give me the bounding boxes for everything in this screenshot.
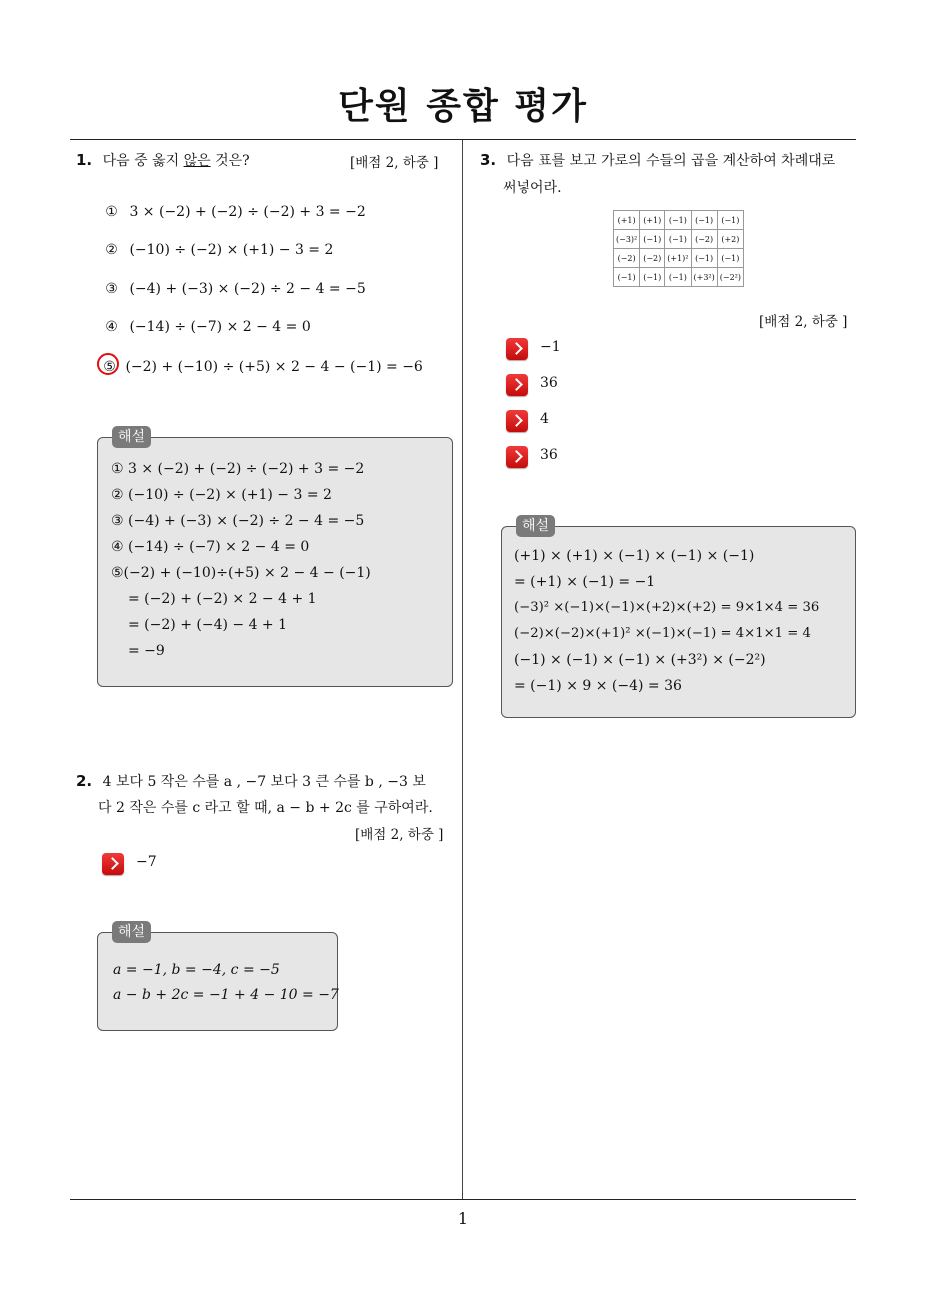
answer-value: 4 [540, 411, 549, 427]
table-cell: (−1) [640, 268, 665, 287]
question-3-meta: [배점 2, 하중 ] [759, 314, 848, 330]
solution-label: 해설 [516, 515, 555, 537]
solution-line: ⑤(−2) + (−10)÷(+5) × 2 − 4 − (−1) [111, 565, 371, 581]
solution-line: = (−2) + (−2) × 2 − 4 + 1 [128, 591, 317, 607]
table-cell: (−2) [640, 249, 665, 268]
table-cell: (+1) [614, 211, 640, 230]
answer-value: −7 [136, 854, 157, 870]
table-cell: (−1) [691, 211, 717, 230]
option-text: (−14) ÷ (−7) × 2 − 4 = 0 [129, 319, 311, 335]
solution-line: = (+1) × (−1) = −1 [514, 574, 656, 590]
solution-label: 해설 [112, 921, 151, 943]
table-cell: (−1) [665, 230, 691, 249]
option-number: ① [105, 204, 118, 220]
solution-line: = (−1) × 9 × (−4) = 36 [514, 678, 682, 694]
table-cell: (−1) [691, 249, 717, 268]
answer-value: −1 [540, 339, 561, 355]
option-2[interactable] [103, 242, 333, 258]
table-cell: (+1) [640, 211, 665, 230]
solution-line: = (−2) + (−4) − 4 + 1 [128, 617, 288, 633]
page-title: 단원 종합 평가 [338, 86, 588, 127]
table-cell: (−3)² [614, 230, 640, 249]
solution-line: ④ (−14) ÷ (−7) × 2 − 4 = 0 [111, 539, 310, 555]
stem-underline: 않은 [183, 153, 211, 169]
answer-value: 36 [540, 375, 558, 391]
red-chevron-icon [506, 446, 528, 468]
solution-line: (−2)×(−2)×(+1)² ×(−1)×(−1) = 4×1×1 = 4 [514, 626, 811, 641]
option-1[interactable] [103, 204, 366, 220]
table-row [614, 211, 744, 230]
table-cell: (−1) [717, 211, 743, 230]
stem-text: 4 보다 5 작은 수를 a , −7 보다 3 큰 수를 b , −3 보 [102, 774, 426, 790]
table-cell: (−1) [717, 249, 743, 268]
page-number: 1 [457, 1209, 469, 1228]
solution-line: = −9 [128, 643, 165, 659]
solution-line: (−3)² ×(−1)×(−1)×(+2)×(+2) = 9×1×4 = 36 [514, 600, 820, 615]
option-number: ② [105, 242, 118, 258]
question-number: 3. [480, 151, 497, 169]
option-number: ⑤ [103, 359, 116, 375]
table-cell: (−1) [665, 211, 691, 230]
solution-box-2 [97, 932, 338, 1031]
question-2-stem-line2: 다 2 작은 수를 c 라고 할 때, a − b + 2c 를 구하여라. [98, 800, 433, 816]
table-cell: (+3²) [691, 268, 717, 287]
question-number: 1. [76, 151, 93, 169]
solution-line: ① 3 × (−2) + (−2) ÷ (−2) + 3 = −2 [111, 461, 365, 477]
red-chevron-icon [506, 374, 528, 396]
stem-text-end: 것은? [210, 153, 250, 169]
answer-value: 36 [540, 447, 558, 463]
solution-line: ② (−10) ÷ (−2) × (+1) − 3 = 2 [111, 487, 332, 503]
table-cell: (−1) [665, 268, 691, 287]
question-3-stem-line1 [480, 150, 835, 170]
solution-label: 해설 [112, 426, 151, 448]
question-1-meta: [배점 2, 하중 ] [350, 155, 439, 171]
table-cell: (+2) [717, 230, 743, 249]
question-2-meta: [배점 2, 하중 ] [355, 827, 444, 843]
bottom-rule [70, 1199, 856, 1200]
option-number: ④ [105, 319, 118, 335]
option-5[interactable] [101, 359, 423, 375]
option-text: (−2) + (−10) ÷ (+5) × 2 − 4 − (−1) = −6 [125, 359, 423, 375]
option-3[interactable] [103, 281, 366, 297]
option-text: (−4) + (−3) × (−2) ÷ 2 − 4 = −5 [129, 281, 366, 297]
red-chevron-icon [506, 410, 528, 432]
number-table [613, 210, 744, 287]
column-divider [462, 140, 463, 1200]
option-4[interactable] [103, 319, 311, 335]
stem-text: 다음 중 옳지 [102, 153, 184, 169]
option-text: 3 × (−2) + (−2) ÷ (−2) + 3 = −2 [129, 204, 366, 220]
table-cell: (−2²) [717, 268, 743, 287]
table-cell: (+1)² [665, 249, 691, 268]
table-cell: (−2) [614, 249, 640, 268]
stem-text: 다음 표를 보고 가로의 수들의 곱을 계산하여 차례대로 [506, 153, 836, 169]
table-cell: (−1) [640, 230, 665, 249]
table-cell: (−2) [691, 230, 717, 249]
table-row [614, 230, 744, 249]
solution-line: (+1) × (+1) × (−1) × (−1) × (−1) [514, 548, 755, 564]
table-row [614, 268, 744, 287]
red-chevron-icon [102, 853, 124, 875]
option-number: ③ [105, 281, 118, 297]
option-text: (−10) ÷ (−2) × (+1) − 3 = 2 [129, 242, 334, 258]
solution-line: a = −1, b = −4, c = −5 [113, 962, 280, 978]
solution-line: (−1) × (−1) × (−1) × (+3²) × (−2²) [514, 652, 766, 668]
table-row [614, 249, 744, 268]
solution-line: ③ (−4) + (−3) × (−2) ÷ 2 − 4 = −5 [111, 513, 365, 529]
question-3-stem-line2: 써넣어라. [503, 180, 562, 196]
solution-line: a − b + 2c = −1 + 4 − 10 = −7 [113, 987, 339, 1003]
question-1-stem [76, 150, 250, 170]
red-chevron-icon [506, 338, 528, 360]
question-number: 2. [76, 772, 93, 790]
table-cell: (−1) [614, 268, 640, 287]
question-2-stem-line1 [76, 771, 426, 791]
top-rule [70, 139, 856, 140]
